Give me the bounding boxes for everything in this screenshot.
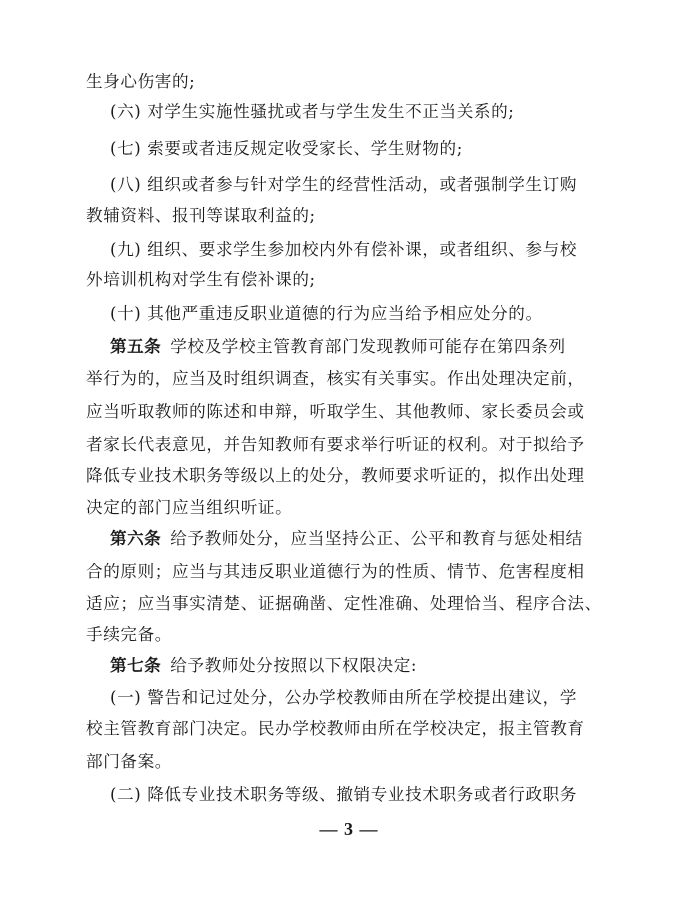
text-line <box>86 625 172 645</box>
line-text: 应当听取教师的陈述和申辩，听取学生、其他教师、家长委员会或 <box>86 402 585 421</box>
text-line <box>86 435 585 455</box>
article-paragraph-line <box>110 337 566 357</box>
line-text: 部门备案。 <box>86 752 172 771</box>
text-line <box>86 466 585 486</box>
line-text: 给予教师处分，应当坚持公正、公平和教育与惩处相结 <box>170 529 583 548</box>
line-text: (十) 其他严重违反职业道德的行为应当给予相应处分的。 <box>110 304 543 323</box>
text-line <box>86 402 585 422</box>
text-line <box>86 72 195 92</box>
line-text: 适应；应当事实清楚、证据确凿、定性准确、处理恰当、程序合法、 <box>86 594 602 613</box>
article-paragraph-line <box>110 656 417 676</box>
line-text: 给予教师处分按照以下权限决定: <box>170 656 418 675</box>
text-line <box>110 785 577 805</box>
line-text: (六) 对学生实施性骚扰或者与学生发生不正当关系的; <box>110 102 515 121</box>
line-text: 合的原则；应当与其违反职业道德行为的性质、情节、危害程度相 <box>86 562 585 581</box>
line-text: (一) 警告和记过处分，公办学校教师由所在学校提出建议，学 <box>110 688 578 707</box>
text-line <box>86 562 585 582</box>
line-text: 降低专业技术职务等级以上的处分，教师要求听证的，拟作出处理 <box>86 466 585 485</box>
line-text: (七) 索要或者违反规定收受家长、学生财物的; <box>110 139 463 158</box>
line-text: 手续完备。 <box>86 625 172 644</box>
line-text: (二) 降低专业技术职务等级、撤销专业技术职务或者行政职务 <box>110 785 578 804</box>
line-text: 生身心伤害的; <box>86 72 196 91</box>
line-text: (九) 组织、要求学生参加校内外有偿补课，或者组织、参与校 <box>110 240 578 259</box>
text-line <box>86 270 316 290</box>
line-text: 外培训机构对学生有偿补课的; <box>86 270 316 289</box>
text-line <box>110 139 463 159</box>
text-line <box>86 594 602 614</box>
text-line <box>86 498 292 518</box>
article-paragraph-line <box>110 529 583 549</box>
text-line <box>110 175 577 195</box>
text-line <box>110 304 543 324</box>
page-number: — 3 — <box>319 819 379 839</box>
line-text: (八) 组织或者参与针对学生的经营性活动，或者强制学生订购 <box>110 175 578 194</box>
text-line <box>86 206 316 226</box>
line-text: 学校及学校主管教育部门发现教师可能存在第四条列 <box>170 337 566 356</box>
line-text: 举行为的，应当及时组织调查，核实有关事实。作出处理决定前， <box>86 369 585 388</box>
text-line <box>86 719 585 739</box>
line-text: 教辅资料、报刊等谋取利益的; <box>86 206 316 225</box>
line-text: 校主管教育部门决定。民办学校教师由所在学校决定，报主管教育 <box>86 719 585 738</box>
line-text: 决定的部门应当组织听证。 <box>86 498 293 517</box>
text-line <box>86 369 585 389</box>
text-line <box>110 688 577 708</box>
text-line <box>110 102 514 122</box>
article-heading: 第六条 <box>110 529 162 548</box>
text-line <box>86 752 172 772</box>
line-text: 者家长代表意见，并告知教师有要求举行听证的权利。对于拟给予 <box>86 435 585 454</box>
article-heading: 第五条 <box>110 337 162 356</box>
text-line <box>110 240 577 260</box>
article-heading: 第七条 <box>110 656 162 675</box>
